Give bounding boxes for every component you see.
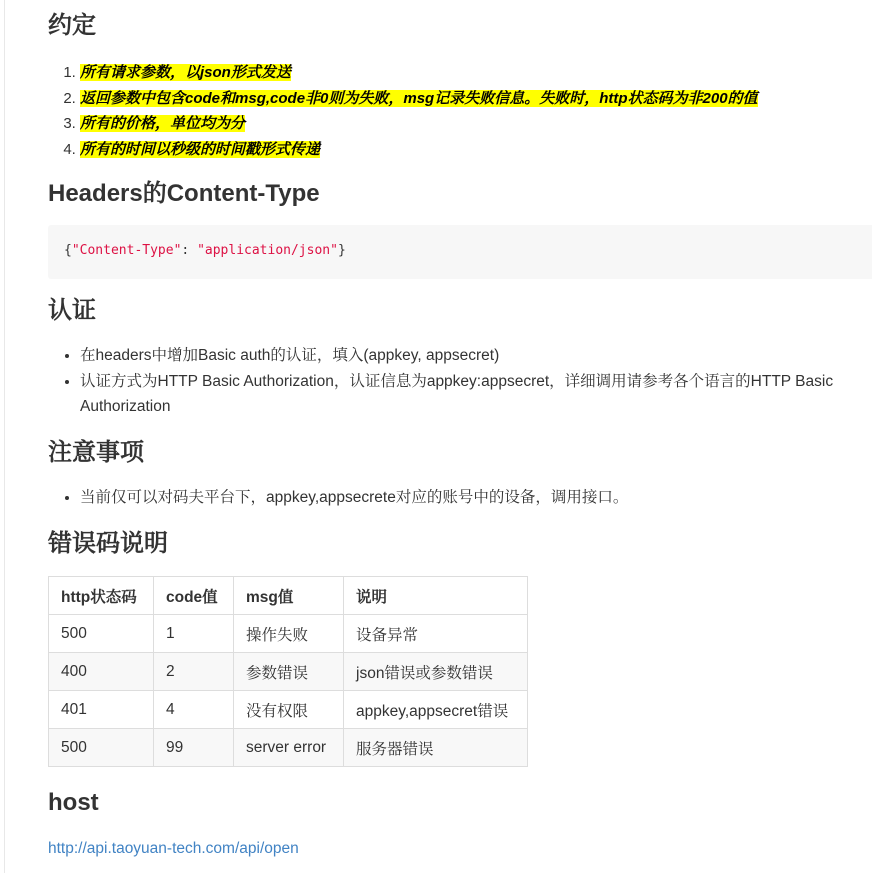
list-item: 3. 所有的价格，单位均为分 — [80, 111, 758, 137]
table-cell: 2 — [154, 653, 234, 691]
column-header: 说明 — [344, 577, 528, 615]
column-header: http状态码 — [49, 577, 154, 615]
table-cell: appkey,appsecret错误 — [344, 691, 528, 729]
error-code-table — [48, 576, 528, 767]
column-header: msg值 — [234, 577, 344, 615]
table-header-row — [49, 577, 528, 615]
table-cell: 99 — [154, 729, 234, 767]
heading-conventions: 约定 — [48, 12, 96, 39]
table-cell: 参数错误 — [234, 653, 344, 691]
table-cell: 1 — [154, 615, 234, 653]
table-cell: 操作失败 — [234, 615, 344, 653]
host-url-link[interactable]: http://api.taoyuan-tech.com/api/open — [48, 840, 299, 857]
list-item: • 认证方式为HTTP Basic Authorization，认证信息为appkey:appsecret，详细调用请参考各个语言的HTTP Basic Authorization — [80, 369, 870, 420]
list-item: 2. 返回参数中包含code和msg,code非0则为失败，msg记录失败信息。失败时，http状态码为非200的值 — [80, 86, 758, 112]
table-row — [49, 653, 528, 691]
heading-notes: 注意事项 — [48, 439, 144, 466]
code-block: {"Content-Type": "application/json"} — [48, 225, 872, 279]
heading-auth: 认证 — [48, 297, 96, 324]
table-cell: 没有权限 — [234, 691, 344, 729]
page-left-border — [4, 0, 5, 873]
list-item: • 在headers中增加Basic auth的认证，填入(appkey, appsecret) — [80, 343, 870, 369]
table-row — [49, 691, 528, 729]
table-row — [49, 615, 528, 653]
heading-errors: 错误码说明 — [48, 530, 168, 557]
column-header: code值 — [154, 577, 234, 615]
table-cell: json错误或参数错误 — [344, 653, 528, 691]
code-value: "application/json" — [197, 243, 338, 258]
table-row — [49, 729, 528, 767]
table-cell: 500 — [49, 615, 154, 653]
list-item: 4. 所有的时间以秒级的时间戳形式传递 — [80, 137, 758, 163]
list-item: 1. 所有请求参数，以json形式发送 — [80, 60, 758, 86]
conventions-list — [48, 60, 758, 162]
table-cell: 401 — [49, 691, 154, 729]
code-key: "Content-Type" — [71, 243, 182, 258]
table-cell: 服务器错误 — [344, 729, 528, 767]
table-cell: server error — [234, 729, 344, 767]
heading-headers: Headers的Content-Type — [48, 180, 320, 207]
list-item: • 当前仅可以对码夫平台下，appkey,appsecrete对应的账号中的设备，调用接口。 — [80, 485, 870, 511]
table-cell: 400 — [49, 653, 154, 691]
notes-list — [48, 485, 870, 511]
table-cell: 4 — [154, 691, 234, 729]
auth-list — [48, 343, 870, 420]
table-cell: 设备异常 — [344, 615, 528, 653]
table-cell: 500 — [49, 729, 154, 767]
heading-host: host — [48, 789, 99, 816]
